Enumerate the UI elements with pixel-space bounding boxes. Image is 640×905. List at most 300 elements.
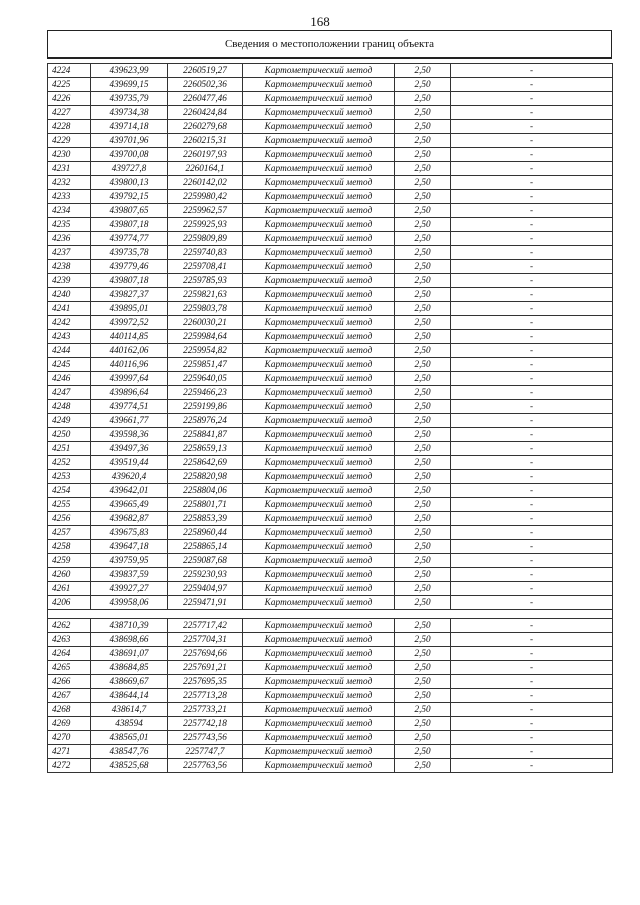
description-cell: - <box>451 540 613 554</box>
description-cell: - <box>451 64 613 78</box>
table-row <box>48 554 613 568</box>
method-cell: Картометрический метод <box>243 64 395 78</box>
method-cell: Картометрический метод <box>243 540 395 554</box>
description-cell: - <box>451 78 613 92</box>
point-number-cell: 4263 <box>48 632 91 646</box>
y-coordinate-cell: 2258976,24 <box>168 414 243 428</box>
method-cell: Картометрический метод <box>243 78 395 92</box>
table-row <box>48 386 613 400</box>
y-coordinate-cell: 2257742,18 <box>168 716 243 730</box>
point-number-cell: 4243 <box>48 330 91 344</box>
method-cell: Картометрический метод <box>243 232 395 246</box>
description-cell: - <box>451 162 613 176</box>
accuracy-cell: 2,50 <box>395 344 451 358</box>
x-coordinate-cell: 439734,38 <box>91 106 168 120</box>
description-cell: - <box>451 288 613 302</box>
x-coordinate-cell: 438547,76 <box>91 744 168 758</box>
description-cell: - <box>451 618 613 632</box>
table-row <box>48 744 613 758</box>
y-coordinate-cell: 2259821,63 <box>168 288 243 302</box>
method-cell: Картометрический метод <box>243 414 395 428</box>
coordinates-sheet <box>47 30 612 773</box>
table-row <box>48 92 613 106</box>
x-coordinate-cell: 439807,18 <box>91 218 168 232</box>
y-coordinate-cell: 2260197,93 <box>168 148 243 162</box>
point-number-cell: 4228 <box>48 120 91 134</box>
x-coordinate-cell: 439727,8 <box>91 162 168 176</box>
accuracy-cell: 2,50 <box>395 456 451 470</box>
point-number-cell: 4206 <box>48 596 91 610</box>
description-cell: - <box>451 758 613 772</box>
accuracy-cell: 2,50 <box>395 232 451 246</box>
description-cell: - <box>451 596 613 610</box>
method-cell: Картометрический метод <box>243 568 395 582</box>
y-coordinate-cell: 2259471,91 <box>168 596 243 610</box>
coordinates-table-body <box>48 64 613 773</box>
method-cell: Картометрический метод <box>243 260 395 274</box>
separator-cell <box>395 610 451 619</box>
method-cell: Картометрический метод <box>243 582 395 596</box>
accuracy-cell: 2,50 <box>395 568 451 582</box>
description-cell: - <box>451 702 613 716</box>
description-cell: - <box>451 456 613 470</box>
y-coordinate-cell: 2260142,02 <box>168 176 243 190</box>
separator-cell <box>451 610 613 619</box>
y-coordinate-cell: 2259809,89 <box>168 232 243 246</box>
point-number-cell: 4252 <box>48 456 91 470</box>
description-cell: - <box>451 646 613 660</box>
method-cell: Картометрический метод <box>243 316 395 330</box>
y-coordinate-cell: 2257763,56 <box>168 758 243 772</box>
accuracy-cell: 2,50 <box>395 64 451 78</box>
accuracy-cell: 2,50 <box>395 274 451 288</box>
y-coordinate-cell: 2259954,82 <box>168 344 243 358</box>
y-coordinate-cell: 2259466,23 <box>168 386 243 400</box>
point-number-cell: 4245 <box>48 358 91 372</box>
x-coordinate-cell: 439675,83 <box>91 526 168 540</box>
accuracy-cell: 2,50 <box>395 702 451 716</box>
accuracy-cell: 2,50 <box>395 148 451 162</box>
y-coordinate-cell: 2260030,21 <box>168 316 243 330</box>
section-title: Сведения о местоположении границ объекта <box>47 30 612 59</box>
table-row <box>48 428 613 442</box>
accuracy-cell: 2,50 <box>395 246 451 260</box>
description-cell: - <box>451 274 613 288</box>
accuracy-cell: 2,50 <box>395 372 451 386</box>
method-cell: Картометрический метод <box>243 526 395 540</box>
description-cell: - <box>451 688 613 702</box>
method-cell: Картометрический метод <box>243 618 395 632</box>
method-cell: Картометрический метод <box>243 176 395 190</box>
y-coordinate-cell: 2257713,28 <box>168 688 243 702</box>
table-row <box>48 758 613 772</box>
y-coordinate-cell: 2260279,68 <box>168 120 243 134</box>
point-number-cell: 4241 <box>48 302 91 316</box>
y-coordinate-cell: 2260164,1 <box>168 162 243 176</box>
description-cell: - <box>451 232 613 246</box>
x-coordinate-cell: 439735,78 <box>91 246 168 260</box>
x-coordinate-cell: 439792,15 <box>91 190 168 204</box>
point-number-cell: 4225 <box>48 78 91 92</box>
x-coordinate-cell: 438594 <box>91 716 168 730</box>
description-cell: - <box>451 498 613 512</box>
point-number-cell: 4267 <box>48 688 91 702</box>
point-number-cell: 4238 <box>48 260 91 274</box>
accuracy-cell: 2,50 <box>395 582 451 596</box>
point-number-cell: 4234 <box>48 204 91 218</box>
y-coordinate-cell: 2258801,71 <box>168 498 243 512</box>
x-coordinate-cell: 439807,18 <box>91 274 168 288</box>
y-coordinate-cell: 2257704,31 <box>168 632 243 646</box>
point-number-cell: 4229 <box>48 134 91 148</box>
table-row <box>48 456 613 470</box>
accuracy-cell: 2,50 <box>395 730 451 744</box>
point-number-cell: 4226 <box>48 92 91 106</box>
table-row <box>48 78 613 92</box>
method-cell: Картометрический метод <box>243 246 395 260</box>
method-cell: Картометрический метод <box>243 646 395 660</box>
point-number-cell: 4266 <box>48 674 91 688</box>
method-cell: Картометрический метод <box>243 372 395 386</box>
point-number-cell: 4231 <box>48 162 91 176</box>
method-cell: Картометрический метод <box>243 148 395 162</box>
method-cell: Картометрический метод <box>243 456 395 470</box>
x-coordinate-cell: 439807,65 <box>91 204 168 218</box>
description-cell: - <box>451 674 613 688</box>
description-cell: - <box>451 526 613 540</box>
description-cell: - <box>451 120 613 134</box>
table-row <box>48 232 613 246</box>
table-row <box>48 442 613 456</box>
table-row <box>48 730 613 744</box>
point-number-cell: 4249 <box>48 414 91 428</box>
method-cell: Картометрический метод <box>243 498 395 512</box>
y-coordinate-cell: 2257747,7 <box>168 744 243 758</box>
point-number-cell: 4244 <box>48 344 91 358</box>
point-number-cell: 4271 <box>48 744 91 758</box>
point-number-cell: 4224 <box>48 64 91 78</box>
x-coordinate-cell: 439895,01 <box>91 302 168 316</box>
x-coordinate-cell: 439800,13 <box>91 176 168 190</box>
accuracy-cell: 2,50 <box>395 134 451 148</box>
description-cell: - <box>451 190 613 204</box>
description-cell: - <box>451 260 613 274</box>
table-row <box>48 162 613 176</box>
x-coordinate-cell: 438691,07 <box>91 646 168 660</box>
y-coordinate-cell: 2258820,98 <box>168 470 243 484</box>
table-row <box>48 400 613 414</box>
table-row <box>48 218 613 232</box>
description-cell: - <box>451 218 613 232</box>
table-row <box>48 204 613 218</box>
accuracy-cell: 2,50 <box>395 688 451 702</box>
description-cell: - <box>451 512 613 526</box>
accuracy-cell: 2,50 <box>395 442 451 456</box>
accuracy-cell: 2,50 <box>395 414 451 428</box>
point-number-cell: 4253 <box>48 470 91 484</box>
table-row <box>48 148 613 162</box>
method-cell: Картометрический метод <box>243 674 395 688</box>
description-cell: - <box>451 344 613 358</box>
table-row <box>48 190 613 204</box>
y-coordinate-cell: 2259962,57 <box>168 204 243 218</box>
method-cell: Картометрический метод <box>243 470 395 484</box>
y-coordinate-cell: 2258804,06 <box>168 484 243 498</box>
description-cell: - <box>451 660 613 674</box>
description-cell: - <box>451 106 613 120</box>
accuracy-cell: 2,50 <box>395 176 451 190</box>
table-row <box>48 582 613 596</box>
x-coordinate-cell: 438525,68 <box>91 758 168 772</box>
accuracy-cell: 2,50 <box>395 716 451 730</box>
description-cell: - <box>451 442 613 456</box>
method-cell: Картометрический метод <box>243 92 395 106</box>
accuracy-cell: 2,50 <box>395 674 451 688</box>
y-coordinate-cell: 2258960,44 <box>168 526 243 540</box>
y-coordinate-cell: 2259851,47 <box>168 358 243 372</box>
accuracy-cell: 2,50 <box>395 288 451 302</box>
x-coordinate-cell: 438684,85 <box>91 660 168 674</box>
method-cell: Картометрический метод <box>243 190 395 204</box>
method-cell: Картометрический метод <box>243 442 395 456</box>
method-cell: Картометрический метод <box>243 512 395 526</box>
accuracy-cell: 2,50 <box>395 330 451 344</box>
method-cell: Картометрический метод <box>243 386 395 400</box>
accuracy-cell: 2,50 <box>395 660 451 674</box>
point-number-cell: 4262 <box>48 618 91 632</box>
accuracy-cell: 2,50 <box>395 302 451 316</box>
accuracy-cell: 2,50 <box>395 92 451 106</box>
x-coordinate-cell: 439958,06 <box>91 596 168 610</box>
y-coordinate-cell: 2259404,97 <box>168 582 243 596</box>
accuracy-cell: 2,50 <box>395 358 451 372</box>
x-coordinate-cell: 438698,66 <box>91 632 168 646</box>
y-coordinate-cell: 2258841,87 <box>168 428 243 442</box>
x-coordinate-cell: 439642,01 <box>91 484 168 498</box>
x-coordinate-cell: 439701,96 <box>91 134 168 148</box>
table-row <box>48 470 613 484</box>
x-coordinate-cell: 439972,52 <box>91 316 168 330</box>
x-coordinate-cell: 439661,77 <box>91 414 168 428</box>
x-coordinate-cell: 439774,77 <box>91 232 168 246</box>
table-row <box>48 358 613 372</box>
method-cell: Картометрический метод <box>243 330 395 344</box>
y-coordinate-cell: 2257691,21 <box>168 660 243 674</box>
y-coordinate-cell: 2257695,35 <box>168 674 243 688</box>
table-row <box>48 498 613 512</box>
method-cell: Картометрический метод <box>243 716 395 730</box>
accuracy-cell: 2,50 <box>395 484 451 498</box>
method-cell: Картометрический метод <box>243 204 395 218</box>
y-coordinate-cell: 2257743,56 <box>168 730 243 744</box>
method-cell: Картометрический метод <box>243 688 395 702</box>
point-number-cell: 4237 <box>48 246 91 260</box>
table-row <box>48 246 613 260</box>
description-cell: - <box>451 414 613 428</box>
description-cell: - <box>451 400 613 414</box>
table-row <box>48 274 613 288</box>
accuracy-cell: 2,50 <box>395 470 451 484</box>
table-row <box>48 716 613 730</box>
table-row <box>48 674 613 688</box>
method-cell: Картометрический метод <box>243 288 395 302</box>
description-cell: - <box>451 176 613 190</box>
method-cell: Картометрический метод <box>243 162 395 176</box>
accuracy-cell: 2,50 <box>395 106 451 120</box>
point-number-cell: 4233 <box>48 190 91 204</box>
table-row <box>48 288 613 302</box>
method-cell: Картометрический метод <box>243 358 395 372</box>
point-number-cell: 4240 <box>48 288 91 302</box>
description-cell: - <box>451 428 613 442</box>
table-row <box>48 660 613 674</box>
point-number-cell: 4258 <box>48 540 91 554</box>
separator-cell <box>48 610 91 619</box>
description-cell: - <box>451 730 613 744</box>
point-number-cell: 4246 <box>48 372 91 386</box>
description-cell: - <box>451 632 613 646</box>
table-row <box>48 344 613 358</box>
method-cell: Картометрический метод <box>243 344 395 358</box>
accuracy-cell: 2,50 <box>395 120 451 134</box>
accuracy-cell: 2,50 <box>395 596 451 610</box>
method-cell: Картометрический метод <box>243 596 395 610</box>
point-number-cell: 4232 <box>48 176 91 190</box>
table-row <box>48 414 613 428</box>
y-coordinate-cell: 2260424,84 <box>168 106 243 120</box>
table-row <box>48 512 613 526</box>
point-number-cell: 4264 <box>48 646 91 660</box>
y-coordinate-cell: 2259785,93 <box>168 274 243 288</box>
table-row <box>48 106 613 120</box>
description-cell: - <box>451 148 613 162</box>
point-number-cell: 4255 <box>48 498 91 512</box>
y-coordinate-cell: 2258642,69 <box>168 456 243 470</box>
coordinates-table <box>47 63 613 773</box>
method-cell: Картометрический метод <box>243 106 395 120</box>
point-number-cell: 4265 <box>48 660 91 674</box>
accuracy-cell: 2,50 <box>395 618 451 632</box>
method-cell: Картометрический метод <box>243 274 395 288</box>
y-coordinate-cell: 2259803,78 <box>168 302 243 316</box>
accuracy-cell: 2,50 <box>395 646 451 660</box>
point-number-cell: 4248 <box>48 400 91 414</box>
point-number-cell: 4268 <box>48 702 91 716</box>
description-cell: - <box>451 484 613 498</box>
separator-cell <box>243 610 395 619</box>
method-cell: Картометрический метод <box>243 758 395 772</box>
y-coordinate-cell: 2259230,93 <box>168 568 243 582</box>
description-cell: - <box>451 582 613 596</box>
x-coordinate-cell: 439779,46 <box>91 260 168 274</box>
accuracy-cell: 2,50 <box>395 316 451 330</box>
method-cell: Картометрический метод <box>243 730 395 744</box>
y-coordinate-cell: 2259708,41 <box>168 260 243 274</box>
x-coordinate-cell: 439497,36 <box>91 442 168 456</box>
point-number-cell: 4250 <box>48 428 91 442</box>
x-coordinate-cell: 439665,49 <box>91 498 168 512</box>
table-row <box>48 646 613 660</box>
x-coordinate-cell: 439774,51 <box>91 400 168 414</box>
y-coordinate-cell: 2260519,27 <box>168 64 243 78</box>
method-cell: Картометрический метод <box>243 744 395 758</box>
x-coordinate-cell: 438614,7 <box>91 702 168 716</box>
x-coordinate-cell: 438710,39 <box>91 618 168 632</box>
x-coordinate-cell: 438669,67 <box>91 674 168 688</box>
table-row <box>48 316 613 330</box>
method-cell: Картометрический метод <box>243 400 395 414</box>
point-number-cell: 4251 <box>48 442 91 456</box>
table-row <box>48 568 613 582</box>
y-coordinate-cell: 2259980,42 <box>168 190 243 204</box>
x-coordinate-cell: 439735,79 <box>91 92 168 106</box>
x-coordinate-cell: 438644,14 <box>91 688 168 702</box>
point-number-cell: 4247 <box>48 386 91 400</box>
accuracy-cell: 2,50 <box>395 78 451 92</box>
point-number-cell: 4256 <box>48 512 91 526</box>
x-coordinate-cell: 439896,64 <box>91 386 168 400</box>
method-cell: Картометрический метод <box>243 554 395 568</box>
y-coordinate-cell: 2259984,64 <box>168 330 243 344</box>
accuracy-cell: 2,50 <box>395 744 451 758</box>
method-cell: Картометрический метод <box>243 660 395 674</box>
y-coordinate-cell: 2259199,86 <box>168 400 243 414</box>
accuracy-cell: 2,50 <box>395 400 451 414</box>
point-number-cell: 4257 <box>48 526 91 540</box>
point-number-cell: 4236 <box>48 232 91 246</box>
description-cell: - <box>451 246 613 260</box>
point-number-cell: 4269 <box>48 716 91 730</box>
point-number-cell: 4242 <box>48 316 91 330</box>
method-cell: Картометрический метод <box>243 632 395 646</box>
separator-cell <box>168 610 243 619</box>
x-coordinate-cell: 439827,37 <box>91 288 168 302</box>
description-cell: - <box>451 330 613 344</box>
x-coordinate-cell: 440116,96 <box>91 358 168 372</box>
y-coordinate-cell: 2258659,13 <box>168 442 243 456</box>
point-number-cell: 4272 <box>48 758 91 772</box>
description-cell: - <box>451 134 613 148</box>
method-cell: Картометрический метод <box>243 218 395 232</box>
point-number-cell: 4270 <box>48 730 91 744</box>
y-coordinate-cell: 2259740,83 <box>168 246 243 260</box>
page-number: 168 <box>310 14 330 29</box>
accuracy-cell: 2,50 <box>395 162 451 176</box>
table-row <box>48 176 613 190</box>
x-coordinate-cell: 440114,85 <box>91 330 168 344</box>
point-number-cell: 4227 <box>48 106 91 120</box>
accuracy-cell: 2,50 <box>395 386 451 400</box>
description-cell: - <box>451 716 613 730</box>
description-cell: - <box>451 204 613 218</box>
description-cell: - <box>451 386 613 400</box>
y-coordinate-cell: 2260502,36 <box>168 78 243 92</box>
accuracy-cell: 2,50 <box>395 632 451 646</box>
point-number-cell: 4259 <box>48 554 91 568</box>
y-coordinate-cell: 2258853,39 <box>168 512 243 526</box>
x-coordinate-cell: 439519,44 <box>91 456 168 470</box>
point-number-cell: 4235 <box>48 218 91 232</box>
point-number-cell: 4261 <box>48 582 91 596</box>
description-cell: - <box>451 744 613 758</box>
accuracy-cell: 2,50 <box>395 218 451 232</box>
table-row <box>48 688 613 702</box>
table-row <box>48 618 613 632</box>
x-coordinate-cell: 438565,01 <box>91 730 168 744</box>
x-coordinate-cell: 439927,27 <box>91 582 168 596</box>
table-row <box>48 702 613 716</box>
method-cell: Картометрический метод <box>243 484 395 498</box>
